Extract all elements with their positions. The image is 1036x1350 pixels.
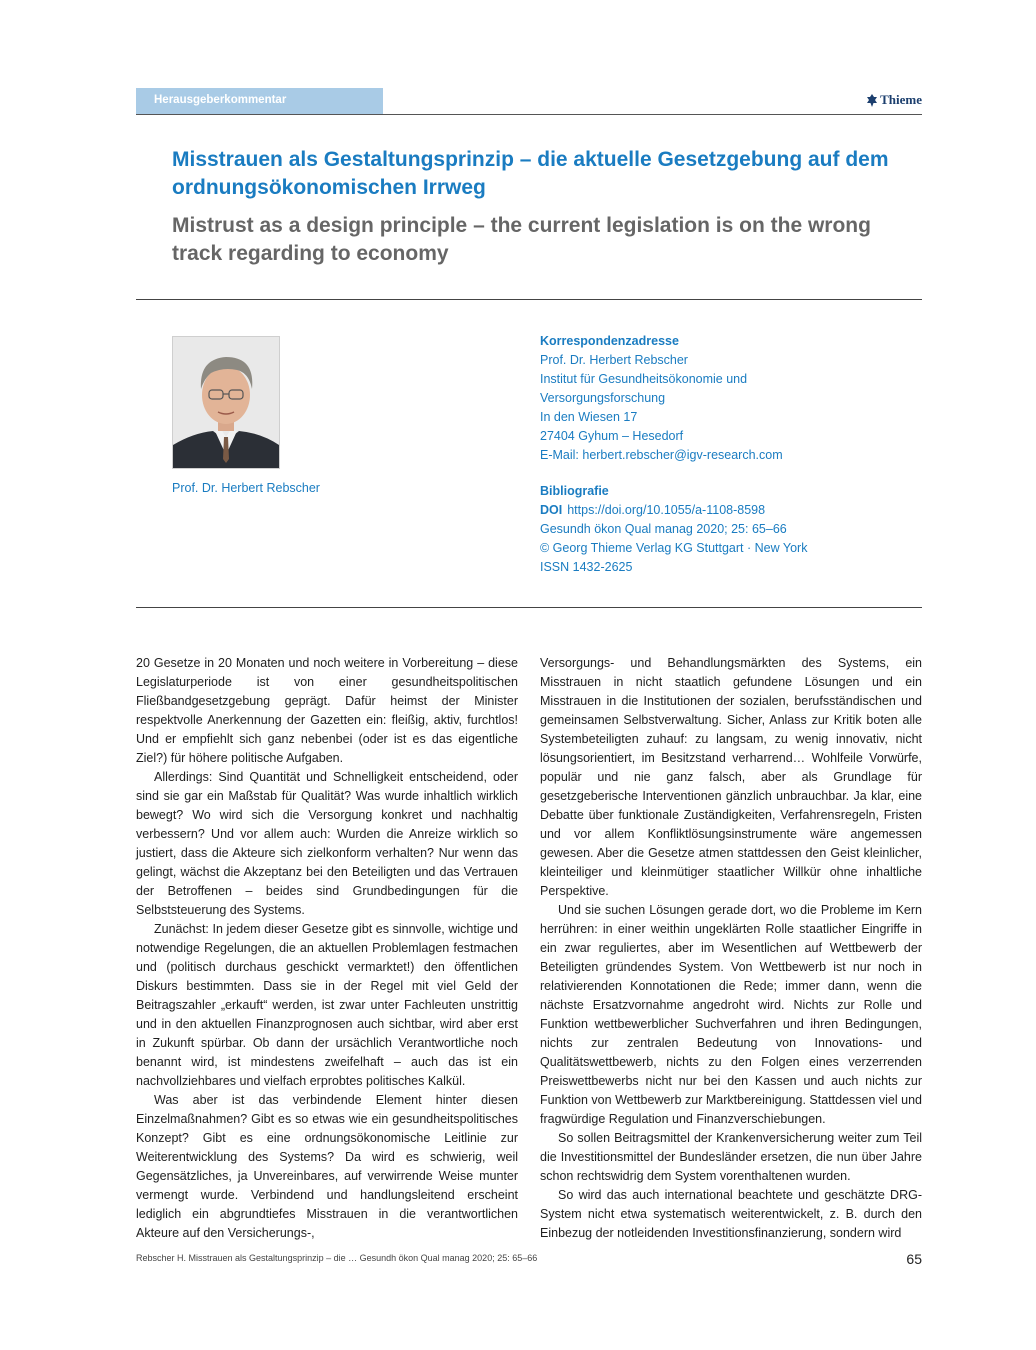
doi-line: [540, 501, 920, 520]
bibliography-block: [540, 482, 920, 577]
divider-bottom: [136, 607, 922, 608]
body-paragraph: So wird das auch international beachtete und geschätzte DRG-System nicht etwa systematisch weiterentwickelt, z. B. durch den Einbezug der notleidenden Investitionsfinanzierung, sondern wird: [540, 1188, 922, 1240]
correspondence-line: In den Wiesen 17: [540, 410, 638, 424]
section-label: Herausgeberkommentar: [136, 88, 383, 114]
body-column-left: [136, 654, 518, 1243]
doi-link[interactable]: https://doi.org/10.1055/a-1108-8598: [567, 503, 766, 517]
divider-top: [136, 299, 922, 300]
email-link[interactable]: E-Mail: herbert.rebscher@igv-research.com: [540, 448, 783, 462]
body-paragraph: 20 Gesetze in 20 Monaten und noch weitere in Vorbereitung – diese Legislaturperiode ist von einer gesundheitspolitischen Fließbandgesetzgebung geprägt. Dafür heimst der Minister respektvolle Anerkennung der Gazetten ein: fleißig, aktiv, furchtlos! Und er empfiehlt sich ganz nebenbei (oder ist es das eigentliche Ziel?) für höhere politische Aufgaben.: [136, 656, 518, 765]
body-column-right: [540, 654, 922, 1243]
correspondence-line: Prof. Dr. Herbert Rebscher: [540, 353, 688, 367]
body-paragraph: Und sie suchen Lösungen gerade dort, wo die Probleme im Kern herrühren: in einer weithin ungeklärten Rolle staatlicher Eingriffe in ein zwar reguliertes, aber im Wesentlichen auf Wettbewerb der Beteiligten gründendes System. Von Wettbewerb ist nur noch in relativierenden Konnotationen die Rede; immer dann, wenn die nächste Ersatzvornahme angedroht wird. Nichts zur Rolle und Funktion wettbewerblicher Suchverfahren und ihren Bedingungen, nichts zur zentralen Bedeutung von Innovations- und Qualitätswettbewerb, nichts zu den Folgen eines verzerrenden Preiswettbewerbs nicht nur bei den Kassen und auch nichts zur Funktion von Wettbewerb zur Marktbereinigung. Stattdessen viel und fragwürdige Regulation und Finanzverschiebungen.: [540, 903, 922, 1126]
title-english: Mistrust as a design principle – the current legislation is on the wrong track regarding to economy: [172, 214, 871, 265]
doi-label: DOI: [540, 503, 563, 517]
title-german: Misstrauen als Gestaltungsprinzip – die aktuelle Gesetzgebung auf dem ordnungsökonomischen Irrweg: [172, 148, 889, 199]
body-paragraph: Zunächst: In jedem dieser Gesetze gibt es sinnvolle, wichtige und notwendige Regelungen, die an aktuellen Problemlagen festmachen und (politisch durchaus geschickt vermarktet!) den öffentlichen Diskurs bestimmten. Dass sie in der Regel mit viel Geld der Beitragszahler „erkauft“ werden, ist zwar unter Fachleuten unstrittig und in den aktuellen Finanzprognosen auch sichtbar, wird aber erst in Zukunft spürbar. Ob dann der ursächlich Verantwortliche noch benannt wird, ist mindestens zweifelhaft – auch das ist ein nachvollziehbares und vielfach erprobtes politisches Kalkül.: [136, 922, 518, 1088]
body-paragraph: So sollen Beitragsmittel der Krankenversicherung weiter zum Teil die Investitionsmittel der Bundesländer ersetzen, die nun über Jahre schon rechtswidrig dem System vorenthaltenen wurden.: [540, 1131, 922, 1183]
correspondence-line: Versorgungsforschung: [540, 391, 666, 405]
publisher-logo: [867, 92, 922, 108]
correspondence-heading: Korrespondenzadresse: [540, 334, 679, 348]
body-paragraph: Was aber ist das verbindende Element hinter diesen Einzelmaßnahmen? Gibt es so etwas wie ein gesundheitspolitisches Konzept? Gibt es eine ordnungsökonomische Leitlinie zur Weiterentwicklung des Systems? Da wird es schwierig, weil Gegensätzliches, ja Unvereinbares, auf verwirrende Weise munter vermengt wurde. Verbindend und handlungsleitend erscheint lediglich ein abgrundtiefes Misstrauen in die verantwortlichen Akteure auf den Versicherungs-,: [136, 1093, 518, 1240]
body-paragraph: Allerdings: Sind Quantität und Schnelligkeit entscheidend, oder sind sie gar ein Maßstab für Qualität? Was wurde inhaltlich wirklich bewegt? Wo wird sich die Versorgung konkret und nachhaltig verbessern? Und vor allem auch: Wurden die Anreize wirklich so justiert, dass die Akteure sich zielkonform verhalten? Nur wenn das gelingt, wächst die Akzeptanz bei den Beteiligten und das Vertrauen der Betroffenen – beides sind Grundbedingungen für die Selbststeuerung des Systems.: [136, 770, 518, 917]
issn-line: ISSN 1432-2625: [540, 560, 633, 574]
page-number: 65: [906, 1251, 922, 1267]
bibliography-heading: Bibliografie: [540, 484, 609, 498]
correspondence-block: [540, 332, 920, 465]
journal-citation: Gesundh ökon Qual manag 2020; 25: 65–66: [540, 522, 787, 536]
header-rule: [136, 114, 922, 115]
copyright-line: © Georg Thieme Verlag KG Stuttgart · New York: [540, 541, 808, 555]
correspondence-line: Institut für Gesundheitsökonomie und: [540, 372, 748, 386]
photo-caption: Prof. Dr. Herbert Rebscher: [172, 481, 320, 495]
body-paragraph: Versorgungs- und Behandlungsmärkten des Systems, ein Misstrauen in nicht staatlich gefundene Lösungen und ein Misstrauen in die Institutionen der sozialen, berufsständischen und gemeinsamen Selbstverwaltung. Sicher, Anlass zur Kritik boten alle Systembeteiligten zuhauf: zu langsam, zu wenig innovativ, nicht lösungsorientiert, im Besitzstand verharrend… Wohlfeile Vorwürfe, populär und nie ganz falsch, aber als Grundlage für gesetzgeberische Interventionen gänzlich unbrauchbar. Ja klar, eine Debatte über funktionale Zuständigkeiten, Verfahrensregeln, Fristen und vor allem Konfliktlösungsinstrumente wäre angemessen gewesen. Aber die Gesetze atmen stattdessen den Geist kleinlicher, kleinteiliger und kleinmütiger staatlicher Willkür ohne inhaltliche Perspektive.: [540, 656, 922, 898]
publisher-name: Thieme: [880, 92, 922, 107]
correspondence-line: 27404 Gyhum – Hesedorf: [540, 429, 684, 443]
footer-citation: Rebscher H. Misstrauen als Gestaltungsprinzip – die … Gesundh ökon Qual manag 2020; 25: 65–66: [136, 1253, 538, 1263]
author-photo: [172, 336, 280, 469]
thieme-emblem-icon: [867, 94, 877, 107]
